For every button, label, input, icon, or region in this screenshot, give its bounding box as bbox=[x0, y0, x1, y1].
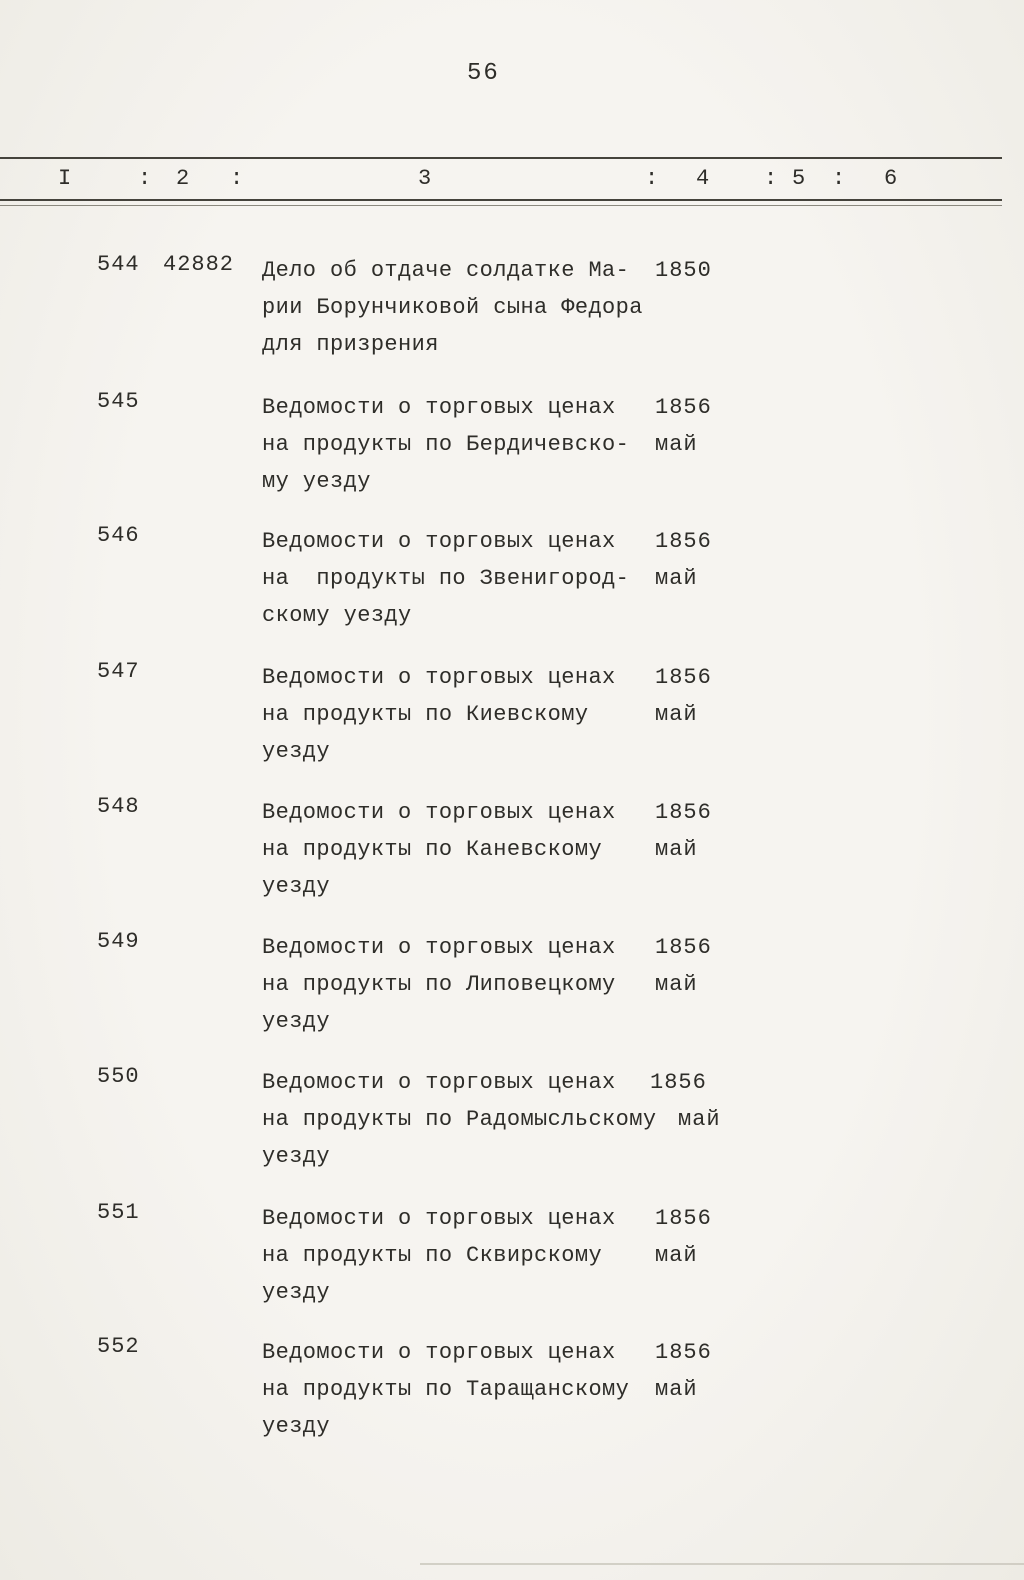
entry-description bbox=[262, 794, 616, 905]
entry-description bbox=[262, 1200, 616, 1311]
description-line: на продукты по Киевскому bbox=[262, 702, 589, 727]
description-line: на продукты по Каневскому bbox=[262, 837, 603, 862]
date-line: май bbox=[655, 566, 698, 591]
column-header-4: 4 bbox=[696, 166, 711, 191]
entry-date bbox=[655, 252, 712, 289]
entry-number: 550 bbox=[97, 1064, 140, 1089]
entry-description bbox=[262, 1334, 629, 1445]
date-line: 1856 bbox=[655, 665, 712, 690]
description-line: Ведомости о торговых ценах bbox=[262, 529, 616, 554]
column-separator: : bbox=[138, 166, 153, 191]
entry-number: 552 bbox=[97, 1334, 140, 1359]
column-header-1: I bbox=[58, 166, 73, 191]
table-header-underline-2 bbox=[0, 205, 1002, 206]
entry-number: 547 bbox=[97, 659, 140, 684]
page-number: 56 bbox=[467, 60, 500, 87]
entry-number: 544 bbox=[97, 252, 140, 277]
description-line: на продукты по Сквирскому bbox=[262, 1243, 603, 1268]
description-line: уезду bbox=[262, 1009, 331, 1034]
entry-number: 548 bbox=[97, 794, 140, 819]
description-line: на продукты по Радомысльскому bbox=[262, 1107, 657, 1132]
entry-date bbox=[655, 389, 712, 463]
description-line: скому уезду bbox=[262, 603, 412, 628]
entry-description bbox=[262, 389, 629, 500]
entry-description bbox=[262, 659, 616, 770]
entry-number: 549 bbox=[97, 929, 140, 954]
description-line: на продукты по Бердичевско- bbox=[262, 432, 630, 457]
date-line: май bbox=[655, 972, 698, 997]
date-line: 1850 bbox=[655, 258, 712, 283]
description-line: на продукты по Звенигород- bbox=[262, 566, 630, 591]
column-separator: : bbox=[832, 166, 847, 191]
entry-number: 551 bbox=[97, 1200, 140, 1225]
column-header-5: 5 bbox=[792, 166, 807, 191]
entry-date bbox=[650, 1064, 721, 1138]
entry-date bbox=[655, 1334, 712, 1408]
scan-artifact-line bbox=[420, 1563, 1024, 1565]
entry-date bbox=[655, 523, 712, 597]
date-line: 1856 bbox=[655, 395, 712, 420]
description-line: на продукты по Таращанскому bbox=[262, 1377, 630, 1402]
column-header-6: 6 bbox=[884, 166, 899, 191]
description-line: Дело об отдаче солдатке Ма- bbox=[262, 258, 630, 283]
description-line: Ведомости о торговых ценах bbox=[262, 800, 616, 825]
description-line: уезду bbox=[262, 1280, 331, 1305]
description-line: Ведомости о торговых ценах bbox=[262, 1340, 616, 1365]
description-line: Ведомости о торговых ценах bbox=[262, 665, 616, 690]
description-line: му уезду bbox=[262, 469, 371, 494]
description-line: уезду bbox=[262, 1414, 331, 1439]
entry-date bbox=[655, 929, 712, 1003]
description-line: уезду bbox=[262, 739, 331, 764]
date-line: май bbox=[678, 1107, 721, 1132]
description-line: Ведомости о торговых ценах bbox=[262, 1206, 616, 1231]
entry-date bbox=[655, 794, 712, 868]
description-line: Ведомости о торговых ценах bbox=[262, 395, 616, 420]
column-separator: : bbox=[764, 166, 779, 191]
entry-number: 545 bbox=[97, 389, 140, 414]
description-line: уезду bbox=[262, 874, 331, 899]
date-line: май bbox=[655, 432, 698, 457]
description-line: Ведомости о торговых ценах bbox=[262, 1070, 616, 1095]
entry-old-number: 42882 bbox=[163, 252, 235, 277]
entry-description bbox=[262, 929, 616, 1040]
column-header-2: 2 bbox=[176, 166, 191, 191]
entry-description bbox=[262, 523, 629, 634]
entry-number: 546 bbox=[97, 523, 140, 548]
date-line: май bbox=[655, 837, 698, 862]
description-line: рии Борунчиковой сына Федора bbox=[262, 295, 643, 320]
table-header-row bbox=[0, 166, 1002, 196]
date-line: май bbox=[655, 1243, 698, 1268]
entry-date bbox=[655, 659, 712, 733]
date-line: 1856 bbox=[655, 800, 712, 825]
date-line: 1856 bbox=[655, 1340, 712, 1365]
description-line: на продукты по Липовецкому bbox=[262, 972, 616, 997]
entry-description bbox=[262, 1064, 656, 1175]
date-line: 1856 bbox=[655, 529, 712, 554]
date-line: 1856 bbox=[655, 1206, 712, 1231]
column-separator: : bbox=[230, 166, 245, 191]
column-separator: : bbox=[645, 166, 660, 191]
entry-description bbox=[262, 252, 643, 363]
table-top-rule bbox=[0, 157, 1002, 159]
date-line: май bbox=[655, 1377, 698, 1402]
column-header-3: 3 bbox=[418, 166, 433, 191]
table-header-underline bbox=[0, 199, 1002, 201]
entry-date bbox=[655, 1200, 712, 1274]
description-line: для призрения bbox=[262, 332, 439, 357]
description-line: Ведомости о торговых ценах bbox=[262, 935, 616, 960]
date-line: 1856 bbox=[650, 1070, 707, 1095]
date-line: май bbox=[655, 702, 698, 727]
date-line: 1856 bbox=[655, 935, 712, 960]
description-line: уезду bbox=[262, 1144, 331, 1169]
